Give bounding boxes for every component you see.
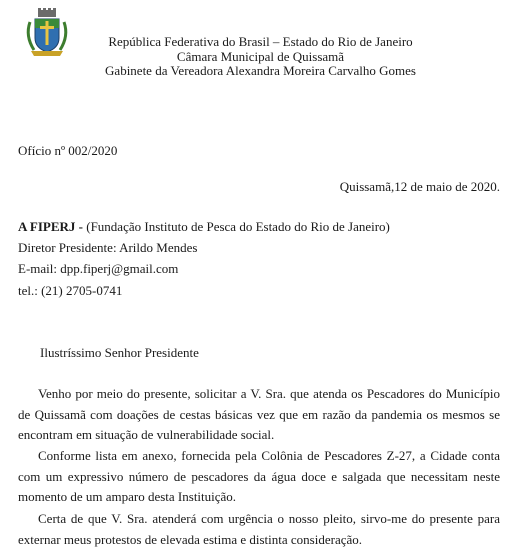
recipient-email: E-mail: dpp.fiperj@gmail.com: [18, 261, 179, 276]
recipient-organization: [18, 219, 390, 235]
body-paragraph-2: Conforme lista em anexo, fornecida pela Colônia de Pescadores Z-27, a Cidade conta com um expressivo número de pescadores da água doce e salgada que necessitam neste momento de um amparo desta Instituição.: [18, 448, 500, 504]
place-date: Quissamã,12 de maio de 2020.: [339, 179, 500, 194]
oficio-number: Ofício nº 002/2020: [18, 143, 118, 158]
recipient-org-name: (Fundação Instituto de Pesca do Estado do Rio de Janeiro): [83, 219, 390, 234]
recipient-phone: tel.: (21) 2705-0741: [18, 283, 123, 298]
body-paragraph-3: Certa de que V. Sra. atenderá com urgência o nosso pleito, sirvo-me do presente para externar meus protestos de elevada estima e distinta consideração.: [18, 511, 500, 547]
letterhead-line-3: Gabinete da Vereadora Alexandra Moreira Carvalho Gomes: [105, 63, 416, 78]
body-paragraph-1: Venho por meio do presente, solicitar a V. Sra. que atenda os Pescadores do Município de Quissamã com doações de cestas básicas vez que em razão da pandemia os mesmos se encontram em situação de vulnerabilidade social.: [18, 386, 500, 442]
salutation: Ilustríssimo Senhor Presidente: [40, 345, 199, 360]
letterhead-line-1: República Federativa do Brasil – Estado do Rio de Janeiro: [108, 34, 413, 49]
recipient-org-acronym: A FIPERJ -: [18, 219, 83, 234]
letterhead-line-2: Câmara Municipal de Quissamã: [176, 49, 345, 64]
recipient-director: Diretor Presidente: Arildo Mendes: [18, 240, 198, 255]
